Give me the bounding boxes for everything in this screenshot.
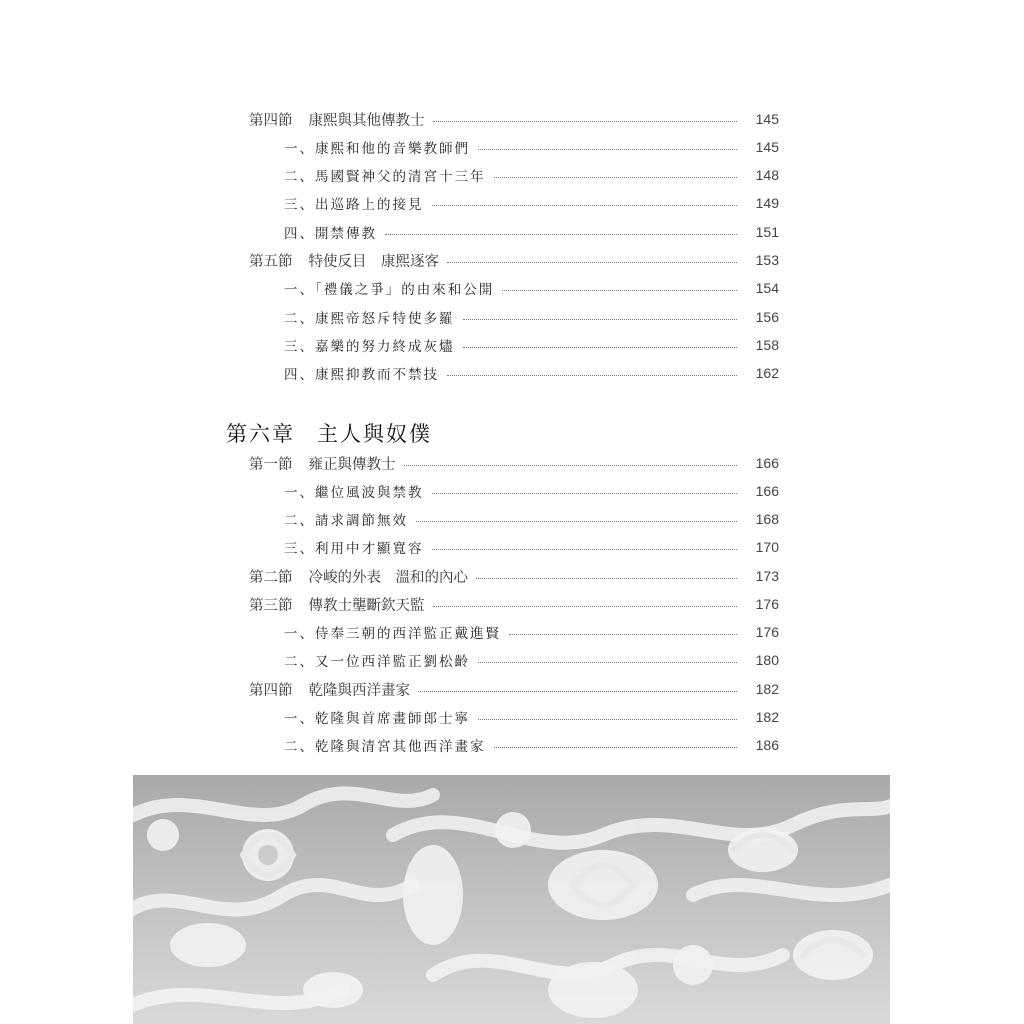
item-title: 二、請求調節無效 — [284, 513, 408, 529]
toc-section-row[interactable] — [249, 451, 779, 475]
page-number: 153 — [755, 252, 779, 268]
item-title: 一、乾隆與首席畫師郎士寧 — [284, 711, 470, 727]
dot-leader — [478, 719, 737, 720]
chapter-title: 主人與奴僕 — [317, 422, 432, 446]
section-title: 乾隆與西洋畫家 — [308, 682, 410, 699]
item-title: 三、利用中才顯寬容 — [284, 541, 424, 557]
toc-item-row[interactable] — [284, 305, 779, 329]
item-title: 四、開禁傳教 — [284, 226, 377, 242]
dot-leader — [404, 465, 738, 466]
dot-leader — [385, 234, 737, 235]
section-number: 第四節 — [249, 112, 293, 129]
page-number: 186 — [755, 737, 779, 753]
dot-leader — [433, 606, 738, 607]
page-number: 156 — [755, 309, 779, 325]
dot-leader — [432, 205, 738, 206]
toc-item-row[interactable] — [284, 705, 779, 729]
dot-leader — [476, 578, 737, 579]
section-title: 傳教士壟斷欽天監 — [308, 597, 425, 614]
item-title: 三、嘉樂的努力終成灰燼 — [284, 339, 455, 355]
toc-section-row[interactable] — [249, 564, 779, 588]
toc-item-row[interactable] — [284, 333, 779, 357]
toc-section-row[interactable] — [249, 107, 779, 131]
toc-item-row[interactable] — [284, 733, 779, 757]
section-number: 第五節 — [249, 253, 293, 270]
dot-leader — [478, 662, 737, 663]
page-number: 149 — [755, 195, 779, 211]
page-number: 182 — [755, 709, 779, 725]
dot-leader — [494, 747, 738, 748]
chapter-number: 第六章 — [226, 422, 295, 446]
dot-leader — [509, 634, 737, 635]
dot-leader — [463, 347, 738, 348]
item-title: 一、侍奉三朝的西洋監正戴進賢 — [284, 626, 501, 642]
page-number: 166 — [755, 483, 779, 499]
dot-leader — [494, 177, 738, 178]
section-number: 第一節 — [249, 456, 293, 473]
page-number: 180 — [755, 652, 779, 668]
item-title: 一、「禮儀之爭」的由來和公開 — [284, 282, 495, 298]
dot-leader — [478, 149, 737, 150]
item-title: 二、又一位西洋監正劉松齡 — [284, 654, 470, 670]
dot-leader — [432, 549, 738, 550]
page-number: 166 — [755, 455, 779, 471]
toc-item-row[interactable] — [284, 191, 779, 215]
section-title: 雍正與傳教士 — [308, 456, 396, 473]
chapter-heading[interactable] — [226, 418, 432, 448]
page-number: 148 — [755, 167, 779, 183]
section-title: 康熙與其他傳教士 — [308, 112, 425, 129]
toc-item-row[interactable] — [284, 276, 779, 300]
dot-leader — [447, 375, 737, 376]
page-number: 158 — [755, 337, 779, 353]
item-title: 二、馬國賢神父的清宮十三年 — [284, 169, 486, 185]
toc-item-row[interactable] — [284, 135, 779, 159]
floral-ornament-icon — [133, 775, 890, 1024]
toc-item-row[interactable] — [284, 220, 779, 244]
dot-leader — [447, 262, 737, 263]
section-number: 第三節 — [249, 597, 293, 614]
toc-item-row[interactable] — [284, 620, 779, 644]
item-title: 三、出巡路上的接見 — [284, 197, 424, 213]
toc-item-row[interactable] — [284, 535, 779, 559]
toc-item-row[interactable] — [284, 507, 779, 531]
toc-item-row[interactable] — [284, 163, 779, 187]
dot-leader — [463, 319, 738, 320]
page-number: 145 — [755, 111, 779, 127]
item-title: 一、繼位風波與禁教 — [284, 485, 424, 501]
toc-item-row[interactable] — [284, 361, 779, 385]
toc-section-row[interactable] — [249, 248, 779, 272]
dot-leader — [418, 691, 737, 692]
section-title: 冷峻的外表 溫和的內心 — [308, 569, 468, 586]
toc-item-row[interactable] — [284, 648, 779, 672]
page-number: 173 — [755, 568, 779, 584]
page-number: 182 — [755, 681, 779, 697]
item-title: 一、康熙和他的音樂教師們 — [284, 141, 470, 157]
page-number: 154 — [755, 280, 779, 296]
page-number: 170 — [755, 539, 779, 555]
section-number: 第四節 — [249, 682, 293, 699]
page-number: 162 — [755, 365, 779, 381]
page-number: 176 — [755, 624, 779, 640]
toc-item-row[interactable] — [284, 479, 779, 503]
dot-leader — [432, 493, 738, 494]
page-number: 145 — [755, 139, 779, 155]
section-number: 第二節 — [249, 569, 293, 586]
toc-section-row[interactable] — [249, 592, 779, 616]
item-title: 二、乾隆與清宮其他西洋畫家 — [284, 739, 486, 755]
page-number: 151 — [755, 224, 779, 240]
page-number: 168 — [755, 511, 779, 527]
item-title: 二、康熙帝怒斥特使多羅 — [284, 311, 455, 327]
toc-section-row[interactable] — [249, 677, 779, 701]
dot-leader — [416, 521, 737, 522]
section-title: 特使反目 康熙逐客 — [308, 253, 439, 270]
floral-ornament-band — [133, 775, 890, 1024]
dot-leader — [502, 290, 737, 291]
dot-leader — [433, 121, 738, 122]
page-number: 176 — [755, 596, 779, 612]
item-title: 四、康熙抑教而不禁技 — [284, 367, 439, 383]
